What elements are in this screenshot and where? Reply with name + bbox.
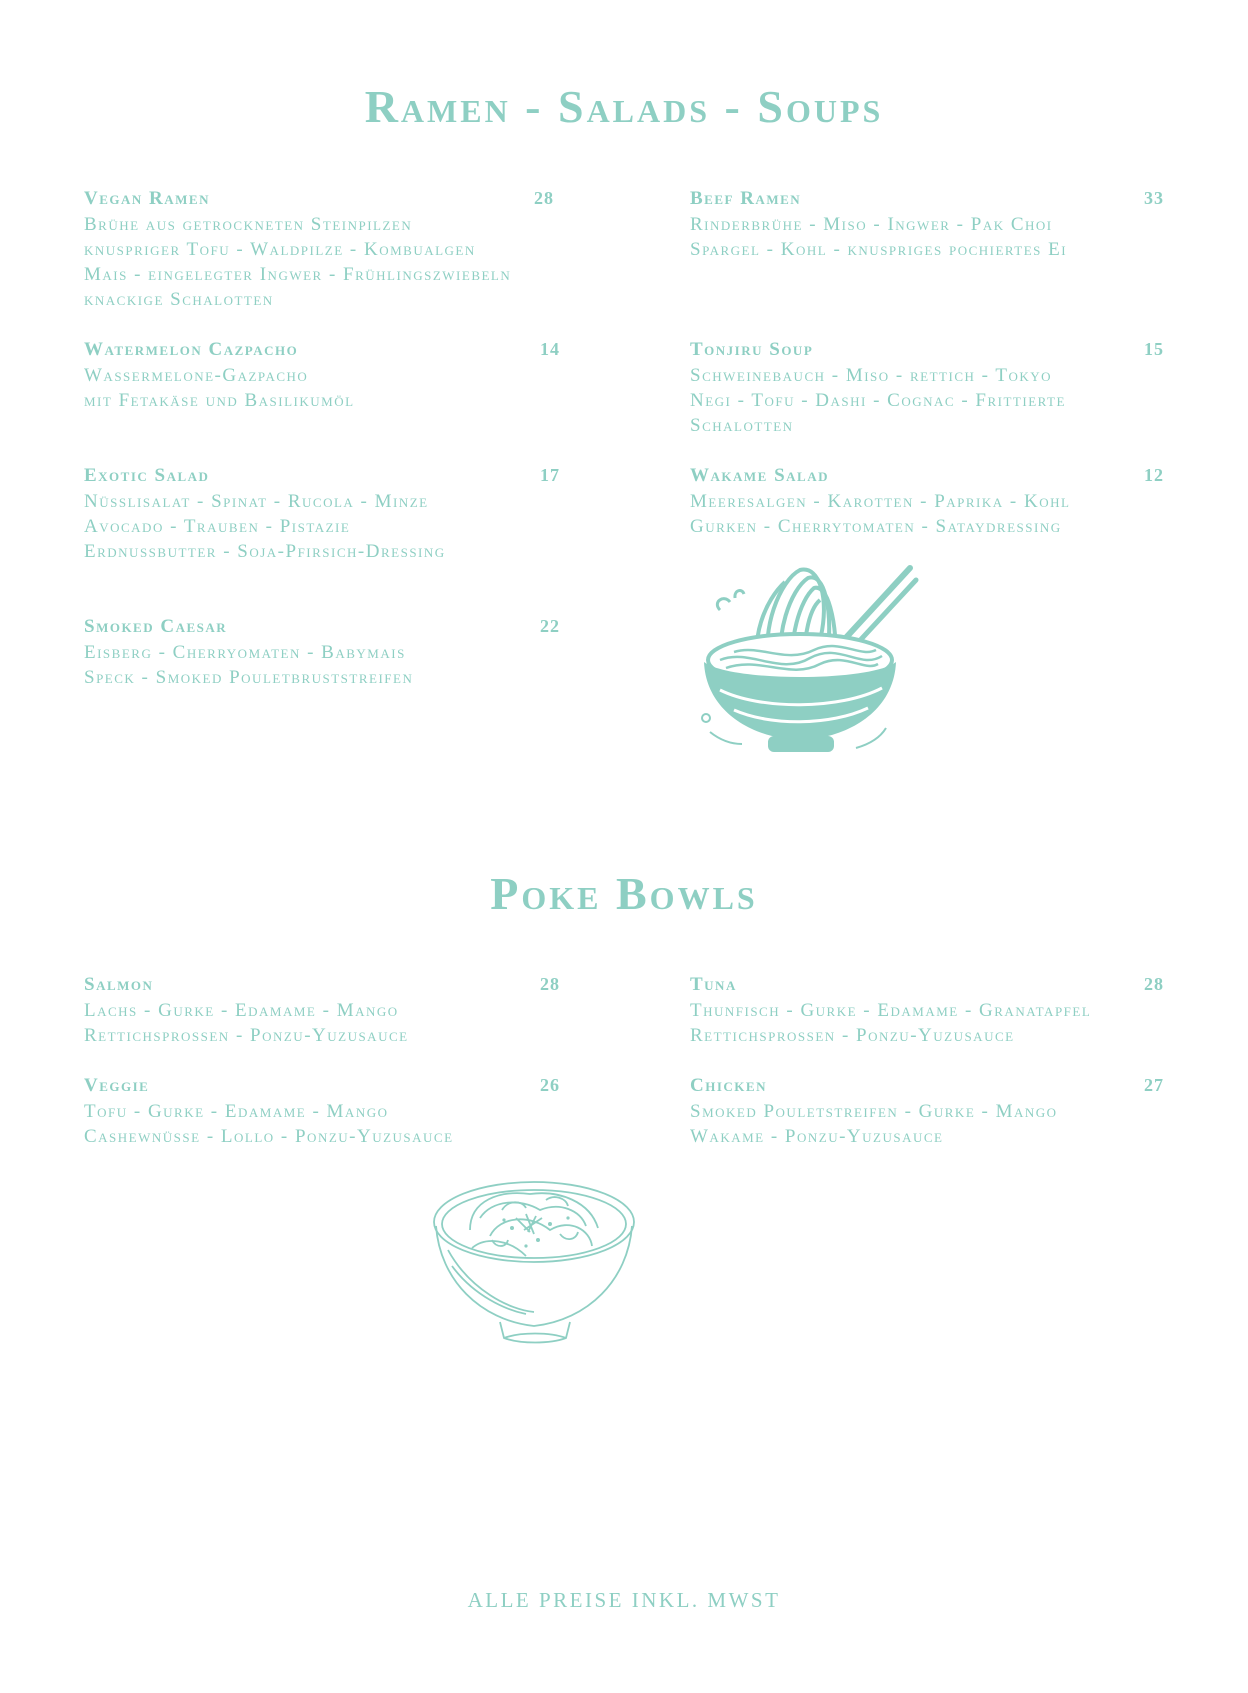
item-description: Wassermelone-Gazpacho mit Fetakäse und Basilikumöl bbox=[84, 365, 355, 411]
item-price: 12 bbox=[1144, 465, 1164, 485]
item-description: Eisberg - Cherryomaten - Babymais Speck - Smoked Pouletbruststreifen bbox=[84, 642, 414, 688]
section-title-ramen: Ramen - Salads - Soups bbox=[364, 81, 884, 132]
menu-item-watermelon-cazpacho bbox=[84, 336, 560, 413]
noodle-bowl-with-chopsticks-icon bbox=[690, 560, 920, 760]
menu-item-exotic-salad bbox=[84, 462, 560, 564]
item-price: 27 bbox=[1144, 1075, 1164, 1095]
footer-note: ALLE PREISE INKL. MWST bbox=[467, 1588, 781, 1612]
item-description: Smoked Pouletstreifen - Gurke - Mango Wakame - Ponzu-Yuzusauce bbox=[690, 1101, 1058, 1147]
item-name: Exotic Salad bbox=[84, 465, 210, 486]
item-price: 22 bbox=[540, 616, 560, 636]
menu-item-beef-ramen bbox=[690, 185, 1164, 262]
menu-item-tonjiru-soup bbox=[690, 336, 1164, 438]
menu-item-salmon bbox=[84, 971, 560, 1048]
item-name: Veggie bbox=[84, 1075, 150, 1096]
item-description: Tofu - Gurke - Edamame - Mango Cashewnüsse - Lollo - Ponzu-Yuzusauce bbox=[84, 1101, 454, 1147]
item-name: Watermelon Cazpacho bbox=[84, 339, 299, 360]
section-title-poke-bowls: Poke Bowls bbox=[490, 868, 758, 919]
item-name: Tonjiru Soup bbox=[690, 339, 814, 360]
item-price: 14 bbox=[540, 339, 560, 359]
item-name: Vegan Ramen bbox=[84, 188, 210, 209]
item-description: Thunfisch - Gurke - Edamame - Granatapfel Rettichsprossen - Ponzu-Yuzusauce bbox=[690, 1000, 1092, 1046]
item-price: 33 bbox=[1144, 188, 1164, 208]
item-name: Wakame Salad bbox=[690, 465, 829, 486]
menu-item-wakame-salad bbox=[690, 462, 1164, 539]
item-price: 17 bbox=[540, 465, 560, 485]
menu-item-vegan-ramen bbox=[84, 185, 554, 312]
item-price: 26 bbox=[540, 1075, 560, 1095]
item-description: Nüsslisalat - Spinat - Rucola - Minze Avocado - Trauben - Pistazie Erdnussbutter - Soja-Pfirsich-Dressing bbox=[84, 491, 446, 562]
item-description: Meeresalgen - Karotten - Paprika - Kohl Gurken - Cherrytomaten - Sataydressing bbox=[690, 491, 1071, 537]
item-description: Lachs - Gurke - Edamame - Mango Rettichsprossen - Ponzu-Yuzusauce bbox=[84, 1000, 409, 1046]
item-price: 15 bbox=[1144, 339, 1164, 359]
item-name: Salmon bbox=[84, 974, 154, 995]
item-description: Rinderbrühe - Miso - Ingwer - Pak Choi Spargel - Kohl - knuspriges pochiertes Ei bbox=[690, 214, 1068, 260]
menu-item-veggie bbox=[84, 1072, 560, 1149]
item-name: Chicken bbox=[690, 1075, 767, 1096]
item-price: 28 bbox=[534, 188, 554, 208]
item-price: 28 bbox=[1144, 974, 1164, 994]
item-price: 28 bbox=[540, 974, 560, 994]
item-description: Schweinebauch - Miso - rettich - Tokyo Negi - Tofu - Dashi - Cognac - Frittierte Schalotten bbox=[690, 365, 1066, 436]
item-name: Tuna bbox=[690, 974, 737, 995]
item-name: Beef Ramen bbox=[690, 188, 802, 209]
menu-item-tuna bbox=[690, 971, 1164, 1048]
menu-item-smoked-caesar bbox=[84, 613, 560, 690]
menu-item-chicken bbox=[690, 1072, 1164, 1149]
poke-bowl-icon bbox=[430, 1170, 640, 1350]
item-name: Smoked Caesar bbox=[84, 616, 228, 637]
item-description: Brühe aus getrockneten Steinpilzen knuspriger Tofu - Waldpilze - Kombualgen Mais - eingelegter Ingwer - Frühlingszwiebeln knackige Schalotten bbox=[84, 214, 512, 310]
